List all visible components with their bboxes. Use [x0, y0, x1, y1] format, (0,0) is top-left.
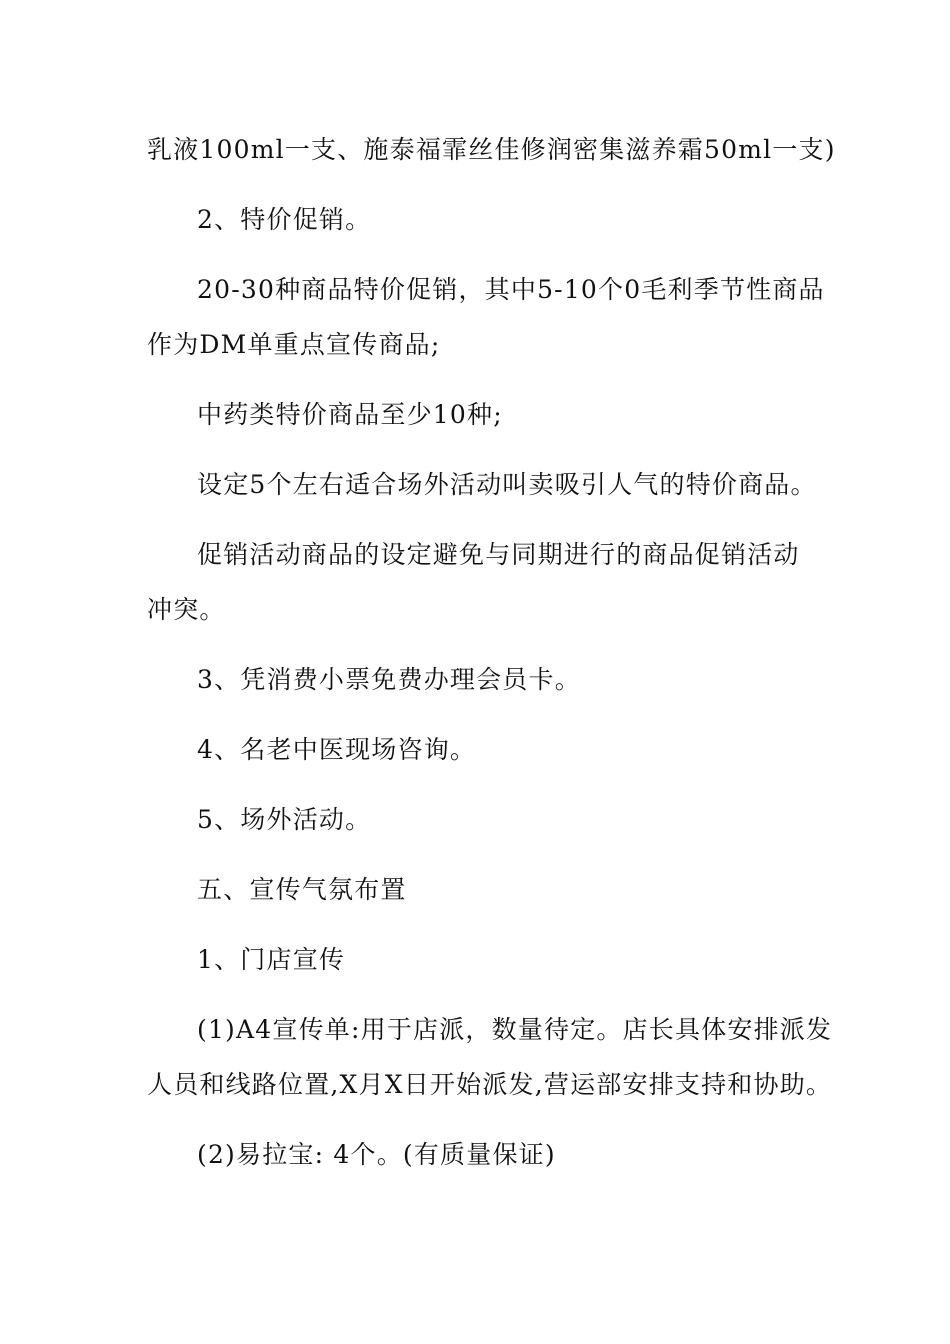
- text-line: 5、场外活动。: [197, 805, 372, 834]
- text-line: 乳液100ml一支、施泰福霏丝佳修润密集滋养霜50ml一支): [147, 135, 836, 164]
- text-line: 人员和线路位置,X月X日开始派发,营运部安排支持和协助。: [147, 1070, 833, 1099]
- section-heading: 五、宣传气氛布置: [197, 875, 407, 904]
- text-line: 冲突。: [147, 595, 226, 624]
- text-line: 2、特价促销。: [197, 205, 372, 234]
- text-line: 中药类特价商品至少10种;: [197, 400, 503, 429]
- text-line: 20-30种商品特价促销，其中5-10个0毛利季节性商品: [197, 275, 825, 304]
- text-line: 设定5个左右适合场外活动叫卖吸引人气的特价商品。: [197, 470, 817, 499]
- text-line: 3、凭消费小票免费办理会员卡。: [197, 665, 581, 694]
- text-line: 作为DM单重点宣传商品;: [147, 330, 441, 359]
- text-line: 4、名老中医现场咨询。: [197, 735, 477, 764]
- text-line: (2)易拉宝: 4个。(有质量保证): [197, 1140, 556, 1169]
- text-line: (1)A4宣传单:用于店派，数量待定。店长具体安排派发: [197, 1015, 833, 1044]
- text-line: 促销活动商品的设定避免与同期进行的商品促销活动: [197, 540, 800, 569]
- subsection-heading: 1、门店宣传: [197, 945, 346, 974]
